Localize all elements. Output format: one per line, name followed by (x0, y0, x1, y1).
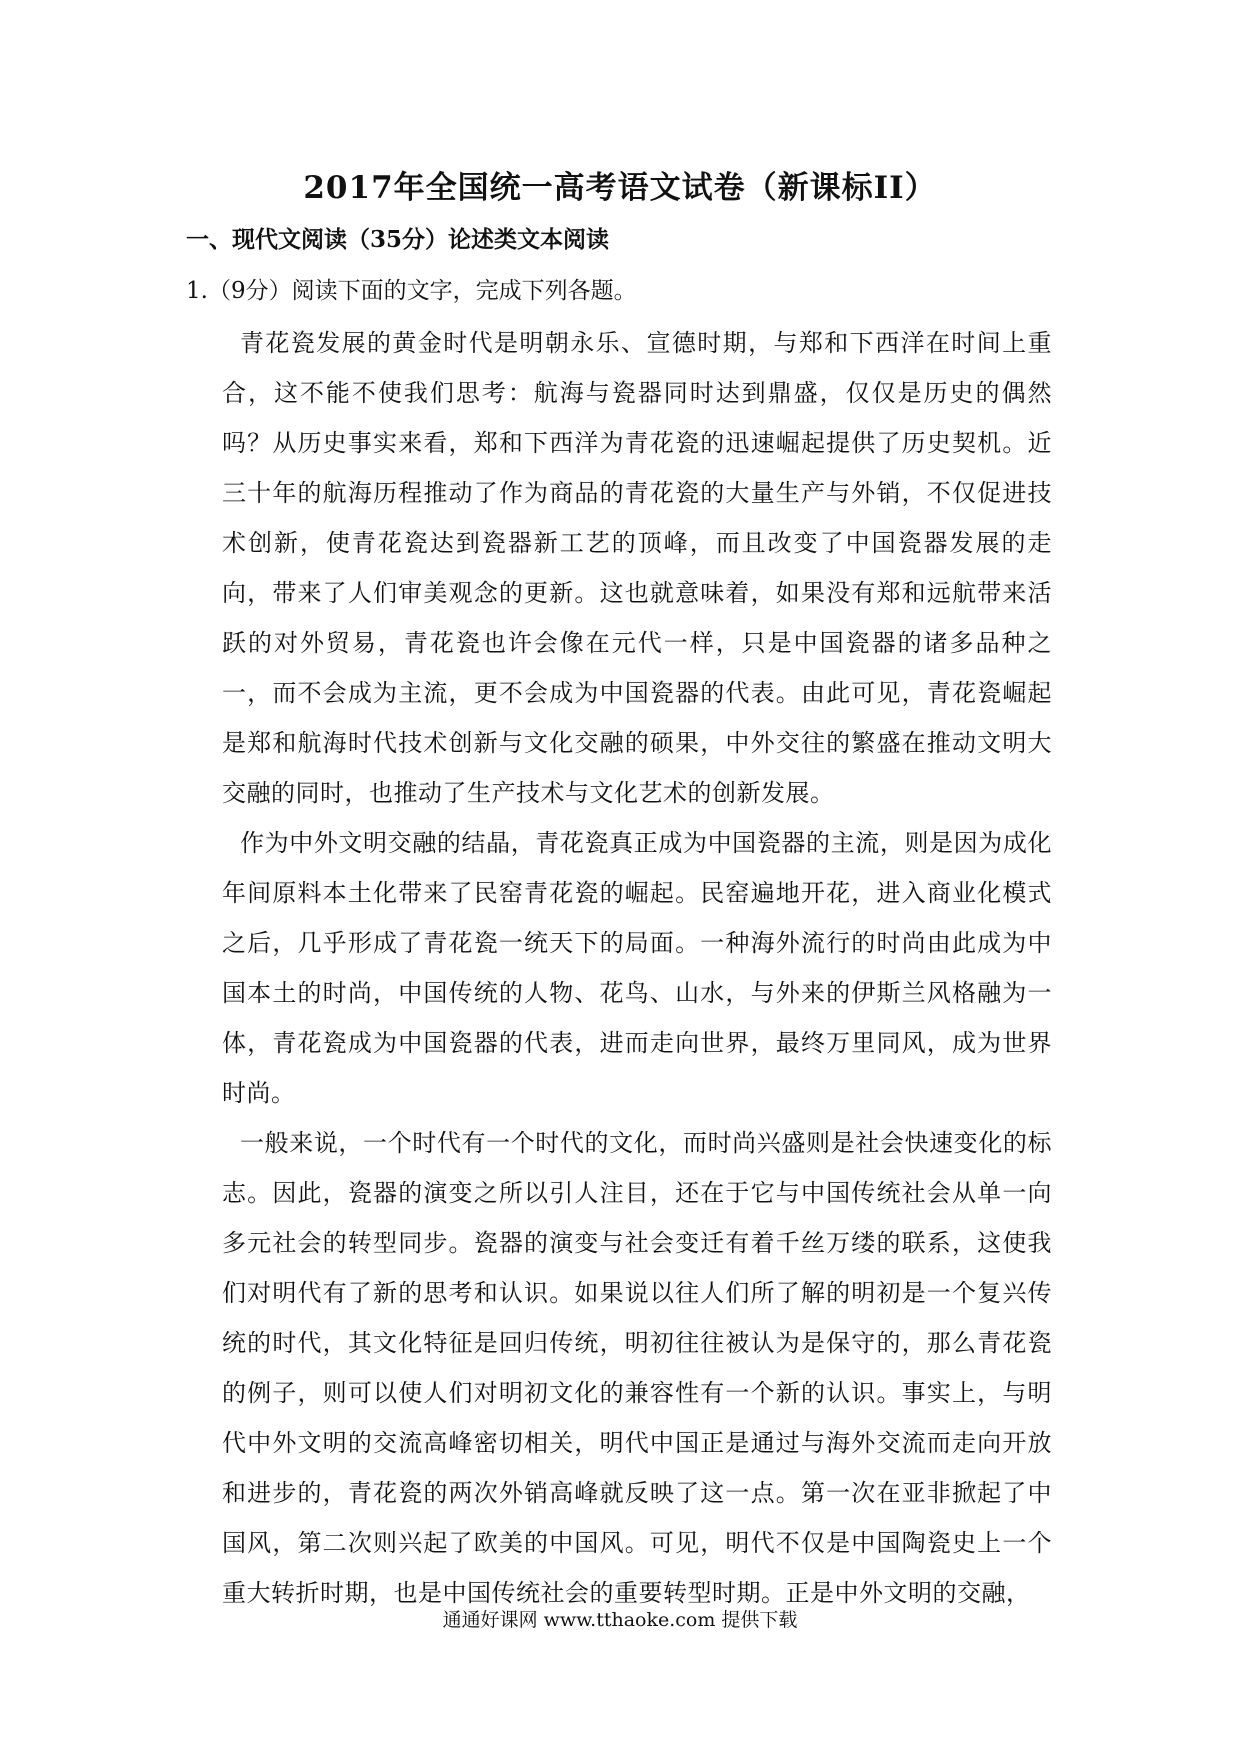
section-heading: 一、现代文阅读（35分）论述类文本阅读 (186, 226, 610, 253)
passage-paragraph-1: 青花瓷发展的黄金时代是明朝永乐、宣德时期，与郑和下西洋在时间上重合，这不能不使我们思考：航海与瓷器同时达到鼎盛，仅仅是历史的偶然吗？从历史事实来看，郑和下西洋为青花瓷的迅速崛起提供了历史契机。近三十年的航海历程推动了作为商品的青花瓷的大量生产与外销，不仅促进技术创新，使青花瓷达到瓷器新工艺的顶峰，而且改变了中国瓷器发展的走向，带来了人们审美观念的更新。这也就意味着，如果没有郑和远航带来活跃的对外贸易，青花瓷也许会像在元代一样，只是中国瓷器的诸多品种之一，而不会成为主流，更不会成为中国瓷器的代表。由此可见，青花瓷崛起是郑和航海时代技术创新与文化交融的硕果，中外交往的繁盛在推动文明大交融的同时，也推动了生产技术与文化艺术的创新发展。 (222, 329, 1052, 807)
passage-paragraph-3: 一般来说，一个时代有一个时代的文化，而时尚兴盛则是社会快速变化的标志。因此，瓷器的演变之所以引人注目，还在于它与中国传统社会从单一向多元社会的转型同步。瓷器的演变与社会变迁有着千丝万缕的联系，这使我们对明代有了新的思考和认识。如果说以往人们所了解的明初是一个复兴传统的时代，其文化特征是回归传统，明初往往被认为是保守的，那么青花瓷的例子，则可以使人们对明初文化的兼容性有一个新的认识。事实上，与明代中外文明的交流高峰密切相关，明代中国正是通过与海外交流而走向开放和进步的，青花瓷的两次外销高峰就反映了这一点。第一次在亚非掀起了中国风，第二次则兴起了欧美的中国风。可见，明代不仅是中国陶瓷史上一个重大转折时期，也是中国传统社会的重要转型时期。正是中外文明的交融， (222, 1129, 1052, 1607)
page-title: 2017年全国统一高考语文试卷（新课标II） (303, 170, 937, 206)
page-footer: 通通好课网 www.tthaoke.com 提供下载 (442, 1609, 798, 1631)
reading-passage (222, 318, 1052, 1618)
question-prompt: 1.（9分）阅读下面的文字，完成下列各题。 (186, 278, 637, 304)
passage-paragraph-2: 作为中外文明交融的结晶，青花瓷真正成为中国瓷器的主流，则是因为成化年间原料本土化带来了民窑青花瓷的崛起。民窑遍地开花，进入商业化模式之后，几乎形成了青花瓷一统天下的局面。一种海外流行的时尚由此成为中国本土的时尚，中国传统的人物、花鸟、山水，与外来的伊斯兰风格融为一体，青花瓷成为中国瓷器的代表，进而走向世界，最终万里同风，成为世界时尚。 (222, 829, 1052, 1107)
